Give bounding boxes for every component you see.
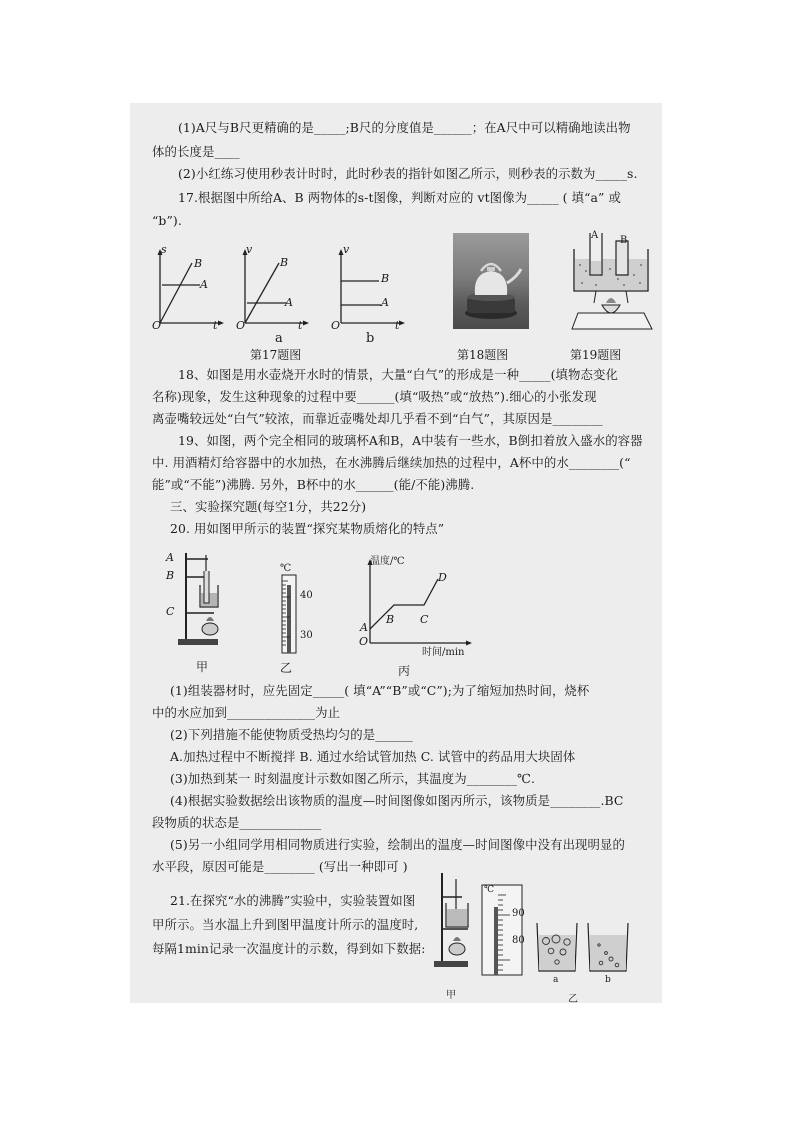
q20-part1-cont: 中的水应加到______________为止 — [152, 705, 341, 720]
q17-s-axis-label: s — [161, 243, 167, 256]
q18-cont2: 离壶嘴较远处“白气”较浓，而靠近壶嘴处却几乎看不到“白气”，其原因是________ — [152, 411, 603, 426]
q17-vt-graph-b — [335, 249, 405, 329]
q17-graph-b-label: b — [366, 331, 375, 346]
q20-thermometer-diagram — [278, 571, 308, 657]
q17a-a-label: A — [285, 296, 293, 309]
q17a-origin: O — [236, 319, 246, 332]
q17-t-axis-label: t — [213, 319, 218, 332]
q20-c-label: C — [166, 605, 175, 618]
q20-graph-xlabel: 时间/min — [422, 647, 465, 658]
q17b-origin: O — [331, 319, 341, 332]
q16-part1-cont: 体的长度是____ — [152, 144, 240, 159]
q20-jia-caption: 甲 — [196, 660, 209, 674]
q17a-t-axis-label: t — [298, 319, 303, 332]
q20-part4-text: (4)根据实验数据绘出该物质的温度—时间图像如图丙所示，该物质是________.BC — [170, 793, 624, 808]
q17-text: 17.根据图中所给A、B 两物体的s-t图像，判断对应的 vt图像为_____ ( 填“a” 或 — [178, 190, 621, 205]
q20-part5-text: (5)另一小组同学用相同物质进行实验，绘制出的温度—时间图像中没有出现明显的 — [170, 837, 626, 852]
q21-thermometer-diagram — [480, 883, 526, 979]
q20-bing-caption: 丙 — [398, 664, 411, 678]
q20-text: 20. 用如图甲所示的装置“探究某物质熔化的特点” — [170, 521, 445, 536]
q17-cont: “b”). — [152, 213, 182, 228]
q19-text: 19、如图，两个完全相同的玻璃杯A和B，A中装有一些水，B倒扣着放入盛水的容器 — [178, 433, 643, 448]
q20-graph-point-a: A — [360, 621, 368, 634]
q18-kettle-photo — [453, 233, 529, 329]
q21-beaker-b-label: b — [605, 975, 611, 985]
q21-apparatus-diagram — [432, 871, 478, 971]
q20-graph-point-d: D — [438, 571, 447, 584]
q20-graph-ylabel: 温度/℃ — [370, 556, 405, 567]
fig17-caption: 第17题图 — [250, 348, 302, 362]
q21-beaker-b-diagram — [585, 919, 631, 975]
q21-thermo-tick-80: 80 — [512, 935, 525, 946]
q18-text: 18、如图是用水壶烧开水时的情景，大量“白气”的形成是一种_____(填物态变化 — [178, 367, 618, 382]
q20-part2-options: A.加热过程中不断搅拌 B. 通过水给试管加热 C. 试管中的药品用大块固体 — [170, 749, 576, 764]
q20-thermo-tick-30: 30 — [300, 630, 313, 641]
q21-cont2: 每隔1min记录一次温度计的示数，得到如下数据: — [152, 941, 426, 956]
q17-st-graph — [154, 249, 224, 329]
q20-graph-point-b: B — [386, 613, 395, 626]
q20-part2-text: (2)下列措施不能使物质受热均匀的是______ — [170, 727, 413, 742]
q21-beaker-a-label: a — [553, 975, 559, 985]
q17-origin: O — [152, 319, 162, 332]
q20-part1-text: (1)组装器材时，应先固定_____( 填“A”“B”或“C”);为了缩短加热时间，烧杯 — [170, 683, 590, 698]
q17-a-label: A — [200, 278, 208, 291]
q20-part4-cont: 段物质的状态是_____________ — [152, 815, 322, 830]
fig18-caption: 第18题图 — [457, 348, 509, 362]
q19-cup-a-label: A — [591, 230, 599, 241]
q20-graph-origin: O — [359, 635, 369, 648]
section3-heading: 三、实验探究题(每空1分，共22分) — [170, 499, 367, 514]
q19-beaker-diagram — [566, 231, 656, 331]
q20-part5-cont: 水平段，原因可能是________ (写出一种即可 ) — [152, 859, 408, 874]
q21-thermo-unit: ℃ — [484, 885, 495, 895]
q17-vt-graph-a — [239, 249, 309, 329]
q17-graph-a-label: a — [275, 331, 283, 346]
q20-apparatus-diagram — [174, 551, 234, 649]
q21-text: 21.在探究“水的沸腾”实验中，实验装置如图 — [170, 893, 416, 908]
exam-page — [130, 103, 662, 1003]
q17b-a-label: A — [381, 296, 389, 309]
q17a-b-label: B — [280, 256, 289, 269]
q20-thermo-unit: ℃ — [280, 563, 292, 574]
q20-a-label: A — [166, 551, 174, 564]
q16-part2-text: (2)小红练习使用秒表计时时，此时秒表的指针如图乙所示，则秒表的示数为_____s. — [178, 166, 638, 181]
q20-b-label: B — [166, 569, 175, 582]
q21-cont1: 甲所示。当水温上升到图甲温度计所示的温度时, — [152, 917, 419, 932]
q17b-v-axis-label: v — [343, 243, 350, 256]
q20-graph-point-c: C — [420, 613, 429, 626]
q20-part3-text: (3)加热到某一 时刻温度计示数如图乙所示，其温度为________℃. — [170, 771, 536, 786]
q20-yi-caption: 乙 — [280, 661, 293, 675]
q18-cont1: 名称)现象，发生这种现象的过程中要______(填“吸热”或“放热”).细心的小张发现 — [152, 389, 597, 404]
q20-temp-time-graph — [366, 559, 476, 645]
q21-thermo-tick-90: 90 — [512, 908, 525, 919]
q21-jia-caption: 甲 — [446, 990, 456, 1001]
fig19-caption: 第19题图 — [570, 348, 622, 362]
q19-cup-b-label: B — [620, 235, 628, 246]
q17b-b-label: B — [381, 272, 390, 285]
q19-cont1: 中. 用酒精灯给容器中的水加热，在水沸腾后继续加热的过程中，A杯中的水________(“ — [152, 455, 631, 470]
q16-part1-text: (1)A尺与B尺更精确的是_____;B尺的分度值是______；在A尺中可以精确地读出物 — [178, 120, 631, 135]
q20-thermo-tick-40: 40 — [300, 590, 313, 601]
q19-cont2: 能”或“不能”)沸腾. 另外，B杯中的水______(能/不能)沸腾. — [152, 477, 475, 492]
q21-beaker-a-diagram — [534, 919, 580, 975]
q21-yi-caption: 乙 — [568, 994, 578, 1003]
q17-b-label: B — [194, 257, 203, 270]
q17b-t-axis-label: t — [395, 319, 400, 332]
q17a-v-axis-label: v — [246, 243, 253, 256]
